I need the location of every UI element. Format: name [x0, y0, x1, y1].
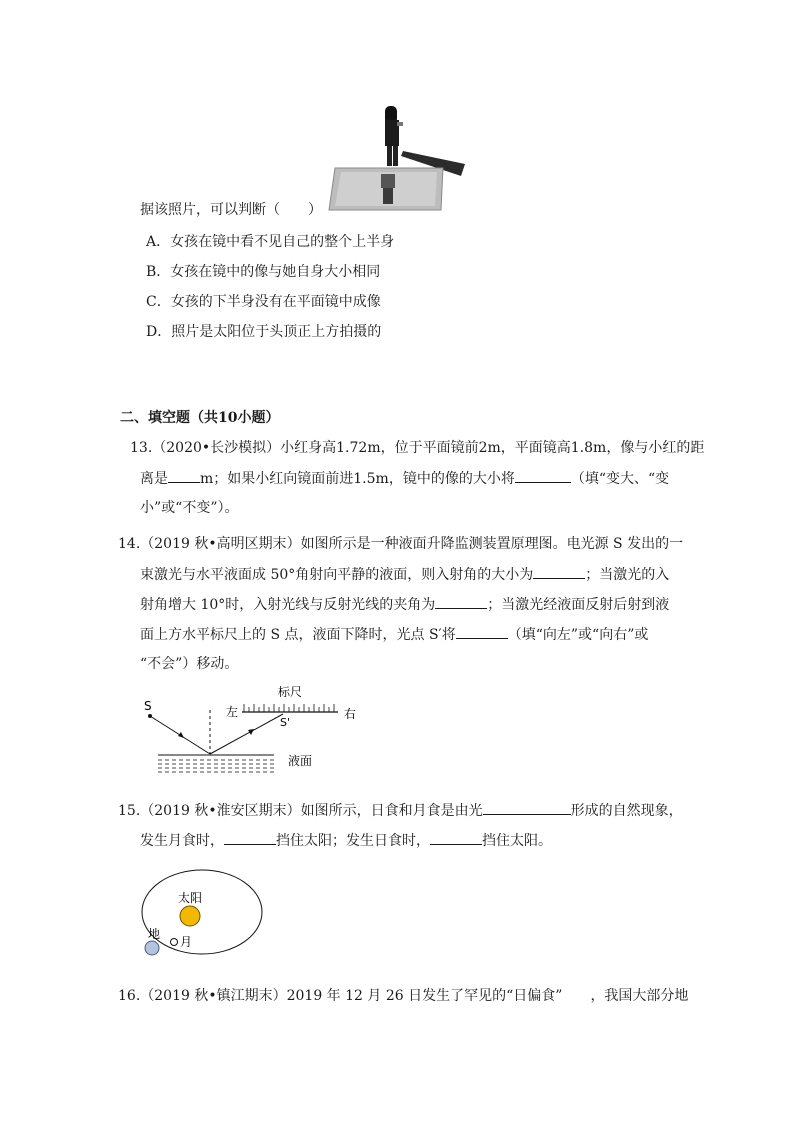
- light-source-label: S: [144, 699, 152, 713]
- q14-line-2: 束激光与水平液面成 50°角射向平静的液面，则入射角的大小为 ；当激光的入: [140, 564, 669, 585]
- q13-line-1: 13.（2020•长沙模拟）小红身高1.72m，位于平面镜前2m，平面镜高1.8m，像与小红的距: [130, 440, 705, 456]
- q13-line-3: 小”或“不变”）。: [140, 500, 239, 516]
- earth-label: 地: [148, 927, 161, 941]
- eclipse-orbit-diagram: [138, 866, 266, 960]
- q14-line-1: 14.（2019 秋•高明区期末）如图所示是一种液面升降监测装置原理图。电光源 S 发出的一: [118, 536, 684, 552]
- q14-line-4: 面上方水平标尺上的 S 点，液面下降时，光点 S′将 （填“向左”或“向右”或: [140, 624, 648, 645]
- moon-label: 月: [180, 935, 193, 949]
- mirror-photo: [325, 96, 470, 214]
- q14-line-5: “不会”）移动。: [140, 656, 239, 672]
- answer-blank[interactable]: [435, 594, 487, 609]
- earth-icon: [145, 941, 159, 955]
- answer-blank[interactable]: [456, 624, 508, 639]
- q15-line-1: 15.（2019 秋•淮安区期末）如图所示，日食和月食是由光 形成的自然现象，: [118, 800, 683, 821]
- q12-option-b: B．女孩在镜中的像与她自身大小相同: [146, 264, 381, 280]
- ruler-label: 标尺: [278, 685, 303, 699]
- answer-blank[interactable]: [483, 800, 571, 815]
- moon-icon: [171, 939, 178, 946]
- q12-option-a: A．女孩在镜中看不见自己的整个上半身: [146, 234, 395, 250]
- section-title: 二、填空题（共10小题）: [120, 410, 280, 426]
- q12-option-c: C．女孩的下半身没有在平面镜中成像: [146, 294, 381, 310]
- answer-blank[interactable]: [224, 830, 276, 845]
- answer-blank[interactable]: [515, 468, 571, 483]
- sun-icon: [180, 906, 200, 926]
- liquid-label: 液面: [288, 754, 313, 768]
- ruler-left-label: 左: [226, 705, 239, 719]
- q16-line-1: 16.（2019 秋•镇江期末）2019 年 12 月 26 日发生了罕见的“日偏食” ，我国大部分地: [118, 988, 689, 1004]
- q14-line-3: 射角增大 10°时，入射光线与反射光线的夹角为 ；当激光经液面反射后射到液: [140, 594, 669, 615]
- liquid-level-diagram: [138, 682, 368, 778]
- s-prime-label: S': [280, 716, 291, 729]
- ruler-right-label: 右: [344, 707, 357, 721]
- answer-blank[interactable]: [430, 830, 482, 845]
- q15-line-2: 发生月食时， 挡住太阳；发生日食时， 挡住太阳。: [140, 830, 552, 851]
- q12-stem: 据该照片，可以判断（ ）: [140, 202, 322, 218]
- q12-option-d: D．照片是太阳位于头顶正上方拍摄的: [146, 324, 382, 340]
- answer-blank[interactable]: [168, 468, 200, 483]
- q13-line-2: 离是 m；如果小红向镜面前进1.5m，镜中的像的大小将 （填“变大、“变: [140, 468, 669, 489]
- answer-blank[interactable]: [533, 564, 585, 579]
- sun-label: 太阳: [178, 891, 203, 905]
